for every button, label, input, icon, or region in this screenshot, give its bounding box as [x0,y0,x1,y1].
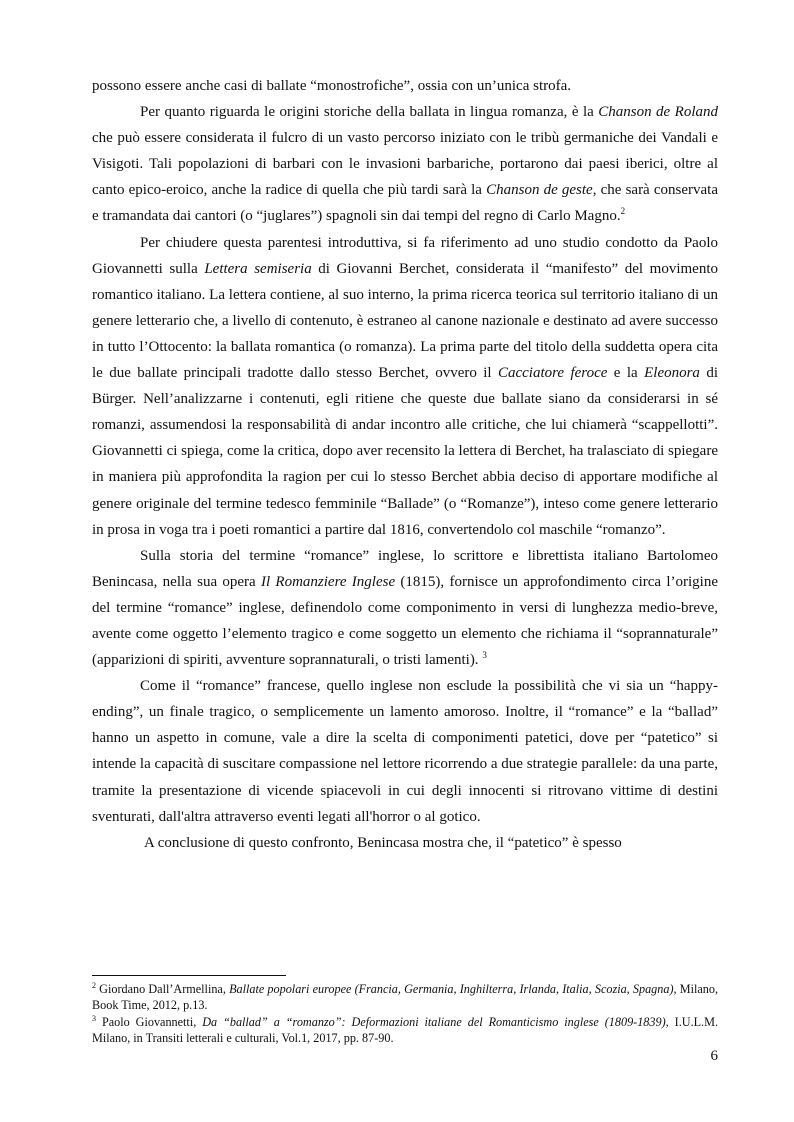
text-run: Giordano Dall’Armellina, [96,982,230,996]
text-run: , che sarà conservata e tramandata dai cantori (o “juglares”) spagnoli sin dai tempi del regno di Carlo Magno. [92,182,718,225]
italic-title: Lettera semiseria [204,260,312,277]
footnote-separator [92,975,286,976]
text-run: Per chiudere questa parentesi introduttiva, si fa riferimento ad uno studio condotto da Paolo Giovannetti sulla [92,234,718,277]
text-run: Come il “romance” francese, quello inglese non esclude la possibilità che vi sia un “happy-ending”, un finale tragico, o semplicemente un lamento amoroso. Inoltre, il “romance” e la “ballad” hanno un aspetto in comune, vale a dire la scelta di componimenti patetici, dove per “patetico” si intende la capacità di suscitare compassione nel lettore ricorrendo a due strategie parallele: da una parte, tramite la presentazione di vicende spiacevoli in cui degli innocenti si ritrovano vittime di destini sventurati, dall'altra attraverso eventi legati all'horror o al gotico. [92,678,718,825]
text-run: e la [607,365,645,382]
footnote-marker: 3 [92,1014,96,1024]
text-run: Per quanto riguarda le origini storiche della ballata in lingua romanza, è la [140,104,599,121]
paragraph-pathetic [92,673,718,830]
paragraph-romance-english [92,543,718,673]
paragraph-continuation [92,73,718,99]
italic-title: Chanson de Roland [598,104,718,121]
text-run: , Milano, Book Time, 2012, p.13. [92,982,719,1012]
paragraph-conclusion [92,830,718,856]
text-run: di Bürger. Nell’analizzarne i contenuti, egli ritiene che queste due ballate siano da considerarsi in sé romanzi, assumendosi la responsabilità di andar incontro alle critiche, che lui chiamerà “scappellotti”. Giovannetti ci spiega, come la critica, dopo aver recensito la lettera di Berchet, ha tralasciato di spiegare in maniera più approfondita la ragion per cui lo stesso Berchet abbia deciso di apportare modifiche al genere originale del termine tedesco femminile “Ballade” (o “Romanze”), inteso come genere letterario in prosa in voga tra i poeti romantici a partire dal 1816, convertendolo col maschile “romanzo”. [92,365,719,538]
footnote-marker: 2 [92,980,96,990]
paragraph-origins [92,99,718,229]
page-number: 6 [710,1048,718,1064]
italic-title: Eleonora [644,365,700,382]
italic-title: Ballate popolari europee (Francia, Germania, Inghilterra, Irlanda, Italia, Scozia, Spagna) [229,982,674,996]
footnote-marker: 3 [482,650,487,661]
text-run: (1815), fornisce un approfondimento circa l’origine del termine “romance” inglese, definendolo come componimento in versi di lunghezza medio-breve, avente come oggetto l’elemento tragico e come soggetto un elemento che richiama il “soprannaturale” (apparizioni di spiriti, avventure soprannaturali, o tristi lamenti). [92,573,718,669]
text-run: di Giovanni Berchet, considerata il “manifesto” del movimento romantico italiano. La lettera contiene, al suo interno, la prima ricerca teorica sul territorio italiano di un genere letterario che, a livello di contenuto, è estraneo al canone nazionale e destinato ad avere successo in tutto l’Ottocento: la ballata romantica (o romanza). La prima parte del titolo della suddetta opera cita le due ballate principali tradotte dallo stesso Berchet, ovvero il [92,260,718,382]
footnote-3 [92,1015,718,1046]
text-run: Paolo Giovannetti, [96,1015,203,1030]
text-run: che può essere considerata il fulcro di un vasto percorso iniziato con le tribù germaniche dei Vandali e Visigoti. Tali popolazioni di barbari con le invasioni barbariche, portarono dai paesi iberici, oltre al canto epico-eroico, anche la radice di quella che più tardi sarà la [92,130,718,199]
italic-title: Il Romanziere Inglese [260,573,396,590]
text-run: possono essere anche casi di ballate “monostrofiche”, ossia con un’unica strofa. [92,78,572,94]
footnotes [92,982,718,1048]
italic-title: Cacciatore feroce [497,365,608,382]
italic-title: Chanson de geste [486,182,593,199]
text-run: A conclusione di questo confronto, Benincasa mostra che, il “patetico” è spesso [144,834,622,851]
footnote-2 [92,982,718,1013]
text-run: Sulla storia del termine “romance” inglese, lo scrittore e librettista italiano Bartolomeo Benincasa, nella sua opera [92,547,718,590]
body-text [92,73,718,856]
footnote-marker: 2 [620,206,626,217]
text-run: , I.U.L.M. Milano, in Transiti letterali e culturali, Vol.1, 2017, pp. 87-90. [92,1015,718,1045]
paragraph-berchet [92,230,718,543]
italic-title: Da “ballad” a “romanzo”: Deformazioni italiane del Romanticismo inglese (1809-1839) [202,1015,666,1030]
